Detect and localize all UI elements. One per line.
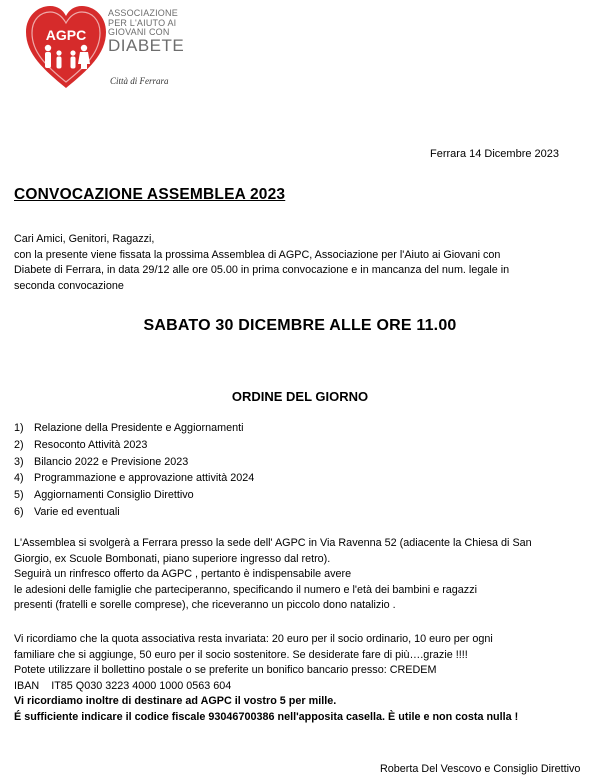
logo-association-name [108,8,185,55]
fee-paragraph [14,632,584,726]
agenda-item-text: Resoconto Attività 2023 [34,438,148,451]
fee-line: Potete utilizzare il bollettino postale o se preferite un bonifico bancario presso: CREDEM [14,664,437,677]
agenda-item-number: 1) [14,422,24,434]
agenda-item-text: Programmazione e approvazione attività 2024 [34,472,255,485]
intro-line: Cari Amici, Genitori, Ragazzi, [14,233,155,245]
agenda-item [14,487,254,504]
agenda-item-number: 3) [14,455,24,468]
logo-city: Città di Ferrara [110,76,169,86]
agenda-list [14,420,254,521]
intro-line: seconda convocazione [14,279,124,292]
heart-family-icon [24,4,108,92]
location-line: L'Assemblea si svolgerà a Ferrara presso la sede dell' AGPC in Via Ravenna 52 (adiacente la Chiesa di San [14,537,532,549]
location-line: presenti (fratelli e sorelle comprese), che riceveranno un piccolo dono natalizio . [14,599,396,612]
location-line: le adesioni delle famiglie che parteciperanno, specificando il numero e l'età dei bambini e ragazzi [14,583,478,596]
location-line: Giorgio, ex Scuole Bombonati, piano superiore ingresso dal retro). [14,552,331,565]
intro-line: Diabete di Ferrara, in data 29/12 alle ore 05.00 in prima convocazione e in mancanza del num. legale in [14,264,510,277]
agenda-item [14,420,254,437]
logo-name-line-4: DIABETE [108,35,185,55]
agenda-item [14,437,254,454]
fee-line: familiare che si aggiunge, 50 euro per il socio sostenitore. Se desiderate fare di più….grazie !!!! [14,648,468,661]
agenda-item [14,454,254,471]
agenda-item-number: 4) [14,472,24,485]
agenda-item-text: Bilancio 2022 e Previsione 2023 [34,455,189,468]
agenda-item-number: 2) [14,438,24,451]
agenda-item-number: 5) [14,489,24,502]
logo-name-line-1: ASSOCIAZIONE [108,8,178,18]
agenda-item-text: Aggiornamenti Consiglio Direttivo [34,489,194,502]
logo-name-line-3: GIOVANI CON [108,27,170,37]
location-line: Seguirà un rinfresco offerto da AGPC , pertanto è indispensabile avere [14,568,352,581]
agenda-item-text: Relazione della Presidente e Aggiornamenti [34,422,244,434]
intro-paragraph [14,232,584,294]
logo-acronym: AGPC [45,27,87,43]
agenda-heading: ORDINE DEL GIORNO [231,389,369,404]
tax-code-line: É sufficiente indicare il codice fiscale 93046700386 nell'apposita casella. È utile e non costa nulla ! [14,710,519,723]
meeting-date-heading: SABATO 30 DICEMBRE ALLE ORE 11.00 [143,317,457,334]
document-date: Ferrara 14 Dicembre 2023 [430,148,560,160]
agpc-logo [24,4,185,92]
fee-line: Vi ricordiamo che la quota associativa resta invariata: 20 euro per il socio ordinario, 10 euro per ogni [14,633,493,645]
agenda-item [14,470,254,487]
intro-line: con la presente viene fissata la prossima Assemblea di AGPC, Associazione per l'Aiuto ai Giovani con [14,248,501,261]
document-title: CONVOCAZIONE ASSEMBLEA 2023 [14,186,286,203]
agenda-item-number: 6) [14,505,24,518]
logo-name-line-2: PER L'AIUTO AI [108,17,177,28]
agenda-item-text: Varie ed eventuali [34,505,120,518]
five-per-thousand-line: Vi ricordiamo inoltre di destinare ad AGPC il vostro 5 per mille. [14,695,337,708]
location-paragraph [14,536,584,614]
signature: Roberta Del Vescovo e Consiglio Direttivo [380,763,581,775]
agenda-item [14,504,254,521]
iban-line: IBAN IT85 Q030 3223 4000 1000 0563 604 [14,679,232,692]
